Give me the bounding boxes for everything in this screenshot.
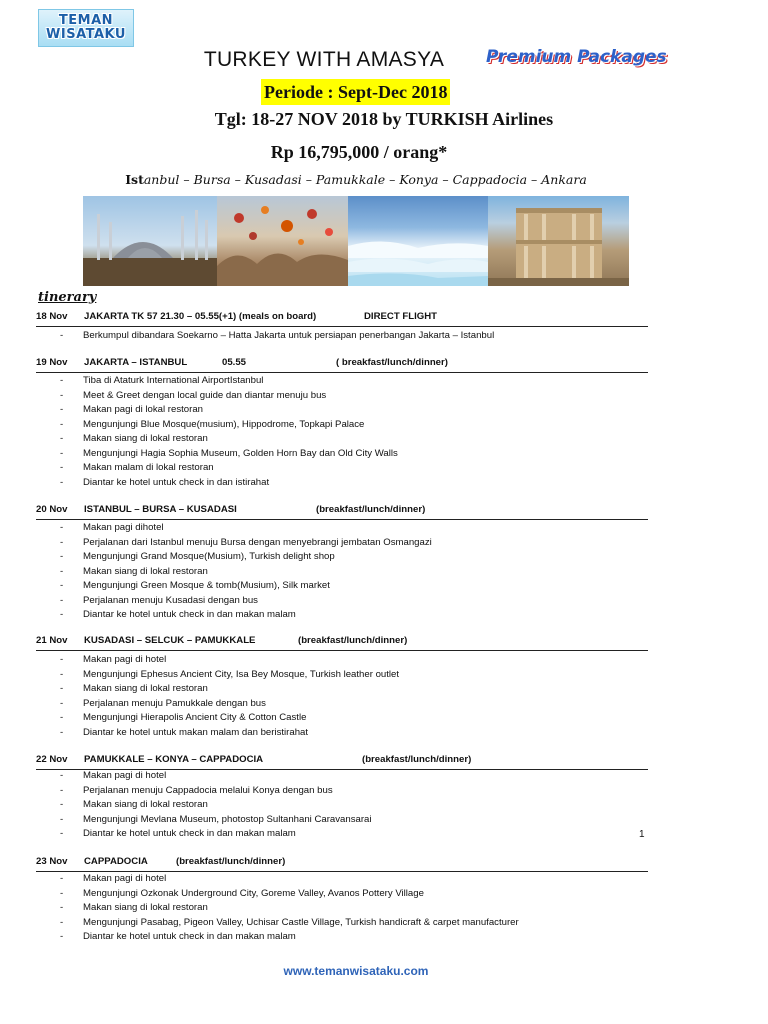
- route-rest: anbul – Bursa – Kusadasi – Pamukkale – Konya – Cappadocia – Ankara: [143, 172, 587, 187]
- logo-line-2: WISATAKU: [46, 27, 126, 42]
- list-item: [60, 828, 296, 840]
- bullet-dash: -: [60, 609, 64, 620]
- list-item: [60, 477, 269, 489]
- list-item: [60, 698, 266, 710]
- item-text: Makan siang di lokal restoran: [83, 683, 208, 694]
- bullet-dash: -: [60, 712, 64, 723]
- list-item: [60, 712, 306, 724]
- bullet-dash: -: [60, 873, 64, 884]
- day-route: CAPPADOCIA: [84, 856, 148, 867]
- bullet-dash: -: [60, 536, 64, 548]
- item-text: Diantar ke hotel untuk check in dan makan malam: [83, 931, 296, 942]
- ephesus-library-photo: [488, 196, 629, 286]
- list-item: [60, 888, 424, 900]
- bullet-dash: -: [60, 828, 64, 839]
- day-extra: (breakfast/lunch/dinner): [176, 856, 286, 867]
- day-date: 18 Nov: [36, 311, 68, 322]
- item-text: Perjalanan menuju Pamukkale dengan bus: [83, 697, 266, 709]
- bullet-dash: -: [60, 697, 64, 709]
- item-text: Makan siang di lokal restoran: [83, 565, 208, 577]
- day-extra: ( breakfast/lunch/dinner): [336, 357, 448, 368]
- day-extra: (breakfast/lunch/dinner): [362, 754, 472, 765]
- bullet-dash: -: [60, 330, 64, 341]
- page-number: 1: [639, 829, 645, 840]
- list-item: [60, 595, 258, 607]
- item-text: Makan siang di lokal restoran: [83, 902, 208, 913]
- bullet-dash: -: [60, 522, 64, 533]
- route-line: [0, 172, 712, 187]
- package-price: Rp 16,795,000 / orang*: [270, 142, 448, 162]
- day-route: JAKARTA – ISTANBUL: [84, 357, 188, 368]
- periode-highlight: Periode : Sept-Dec 2018: [261, 79, 450, 105]
- item-text: Mengunjungi Hagia Sophia Museum, Golden Horn Bay dan Old City Walls: [83, 447, 398, 459]
- item-text: Mengunjungi Grand Mosque(Musium), Turkish delight shop: [83, 551, 335, 562]
- item-text: Berkumpul dibandara Soekarno – Hatta Jakarta untuk persiapan penerbangan Jakarta – Istanbul: [83, 330, 495, 341]
- day-header-19-nov: [36, 356, 648, 373]
- bullet-dash: -: [60, 375, 64, 386]
- list-item: [60, 330, 494, 342]
- day-extra: DIRECT FLIGHT: [364, 311, 438, 322]
- day-time: 05.55: [222, 357, 247, 368]
- item-text: Mengunjungi Pasabag, Pigeon Valley, Uchisar Castle Village, Turkish handicraft & carpet manufacturer: [83, 916, 519, 928]
- day-date: 22 Nov: [36, 754, 68, 765]
- list-item: [60, 654, 166, 666]
- day-extra: (breakfast/lunch/dinner): [298, 635, 408, 646]
- travel-dates: Tgl: 18-27 NOV 2018 by TURKISH Airlines: [214, 109, 554, 129]
- list-item: [60, 419, 364, 431]
- item-text: Meet & Greet dengan local guide dan diantar menuju bus: [83, 389, 327, 401]
- item-text: Makan pagi dihotel: [83, 522, 164, 533]
- item-text: Makan pagi di hotel: [83, 873, 167, 884]
- day-extra: (breakfast/lunch/dinner): [316, 504, 426, 515]
- item-text: Mengunjungi Blue Mosque(musium), Hippodrome, Topkapi Palace: [83, 418, 365, 430]
- item-text: Makan siang di lokal restoran: [83, 799, 208, 810]
- item-text: Diantar ke hotel untuk makan malam dan beristirahat: [83, 726, 309, 738]
- item-text: Mengunjungi Mevlana Museum, photostop Sultanhani Caravansarai: [83, 813, 372, 825]
- list-item: [60, 770, 166, 782]
- day-date: 20 Nov: [36, 504, 68, 515]
- day-header-20-nov: [36, 503, 648, 520]
- item-text: Perjalanan dari Istanbul menuju Bursa dengan menyebrangi jembatan Osmangazi: [83, 536, 432, 548]
- bullet-dash: -: [60, 389, 64, 401]
- itinerary-heading: tinerary: [38, 290, 97, 305]
- list-item: [60, 551, 335, 563]
- list-item: [60, 917, 519, 929]
- destination-photo-strip: [83, 196, 629, 286]
- bullet-dash: -: [60, 799, 64, 810]
- route-prefix: Ist: [125, 172, 144, 187]
- cappadocia-balloons-photo: [217, 196, 348, 286]
- list-item: [60, 931, 296, 943]
- teman-wisataku-logo: [38, 9, 134, 47]
- website-link[interactable]: www.temanwisataku.com: [283, 964, 429, 978]
- item-text: Perjalanan menuju Kusadasi dengan bus: [83, 594, 258, 606]
- list-item: [60, 433, 208, 445]
- day-header-22-nov: [36, 753, 648, 770]
- bullet-dash: -: [60, 580, 64, 591]
- bullet-dash: -: [60, 433, 64, 444]
- bullet-dash: -: [60, 668, 64, 680]
- day-date: 23 Nov: [36, 856, 68, 867]
- bullet-dash: -: [60, 654, 64, 665]
- bullet-dash: -: [60, 418, 64, 430]
- item-text: Perjalanan menuju Cappadocia melalui Konya dengan bus: [83, 784, 333, 796]
- item-text: Makan pagi di lokal restoran: [83, 404, 203, 415]
- bullet-dash: -: [60, 770, 64, 781]
- item-text: Mengunjungi Hierapolis Ancient City & Cotton Castle: [83, 712, 307, 723]
- blue-mosque-photo: [83, 196, 217, 286]
- list-item: [60, 683, 208, 695]
- bullet-dash: -: [60, 594, 64, 606]
- item-text: Mengunjungi Green Mosque & tomb(Musium), Silk market: [83, 580, 330, 591]
- list-item: [60, 522, 164, 534]
- bullet-dash: -: [60, 813, 64, 825]
- day-header-23-nov: [36, 855, 648, 872]
- list-item: [60, 390, 326, 402]
- bullet-dash: -: [60, 887, 64, 899]
- pamukkale-terraces-photo: [348, 196, 488, 286]
- day-route: JAKARTA TK 57 21.30 – 05.55(+1) (meals on board): [84, 311, 317, 322]
- bullet-dash: -: [60, 404, 64, 415]
- item-text: Makan pagi di hotel: [83, 770, 167, 781]
- item-text: Makan malam di lokal restoran: [83, 462, 214, 473]
- bullet-dash: -: [60, 551, 64, 562]
- bullet-dash: -: [60, 726, 64, 738]
- item-text: Makan pagi di hotel: [83, 654, 167, 665]
- premium-packages-badge: Premium Packages: [486, 47, 667, 67]
- day-date: 21 Nov: [36, 635, 68, 646]
- logo-line-1: TEMAN: [58, 13, 114, 28]
- bullet-dash: -: [60, 916, 64, 928]
- item-text: Diantar ke hotel untuk check in dan istirahat: [83, 476, 270, 488]
- day-route: ISTANBUL – BURSA – KUSADASI: [84, 504, 237, 515]
- list-item: [60, 462, 214, 474]
- day-date: 19 Nov: [36, 357, 68, 368]
- day-header-21-nov: [36, 634, 648, 651]
- list-item: [60, 609, 296, 621]
- item-text: Diantar ke hotel untuk check in dan makan malam: [83, 609, 296, 620]
- list-item: [60, 799, 208, 811]
- bullet-dash: -: [60, 784, 64, 796]
- item-text: Diantar ke hotel untuk check in dan makan malam: [83, 828, 296, 839]
- list-item: [60, 727, 308, 739]
- list-item: [60, 902, 208, 914]
- bullet-dash: -: [60, 931, 64, 942]
- list-item: [60, 580, 330, 592]
- bullet-dash: -: [60, 462, 64, 473]
- page-title: TURKEY WITH AMASYA: [203, 48, 445, 71]
- list-item: [60, 814, 372, 826]
- list-item: [60, 404, 203, 416]
- item-text: Tiba di Ataturk International AirportIstanbul: [83, 375, 264, 386]
- list-item: [60, 448, 398, 460]
- list-item: [60, 566, 208, 578]
- list-item: [60, 537, 432, 549]
- bullet-dash: -: [60, 565, 64, 577]
- list-item: [60, 669, 399, 681]
- day-route: KUSADASI – SELCUK – PAMUKKALE: [84, 635, 256, 646]
- bullet-dash: -: [60, 476, 64, 488]
- bullet-dash: -: [60, 683, 64, 694]
- bullet-dash: -: [60, 447, 64, 459]
- item-text: Makan siang di lokal restoran: [83, 433, 208, 444]
- day-header-18-nov: [36, 310, 648, 327]
- item-text: Mengunjungi Ephesus Ancient City, Isa Bey Mosque, Turkish leather outlet: [83, 668, 400, 680]
- item-text: Mengunjungi Ozkonak Underground City, Goreme Valley, Avanos Pottery Village: [83, 887, 424, 899]
- list-item: [60, 785, 333, 797]
- day-route: PAMUKKALE – KONYA – CAPPADOCIA: [84, 754, 264, 765]
- list-item: [60, 873, 166, 885]
- list-item: [60, 375, 263, 387]
- bullet-dash: -: [60, 902, 64, 913]
